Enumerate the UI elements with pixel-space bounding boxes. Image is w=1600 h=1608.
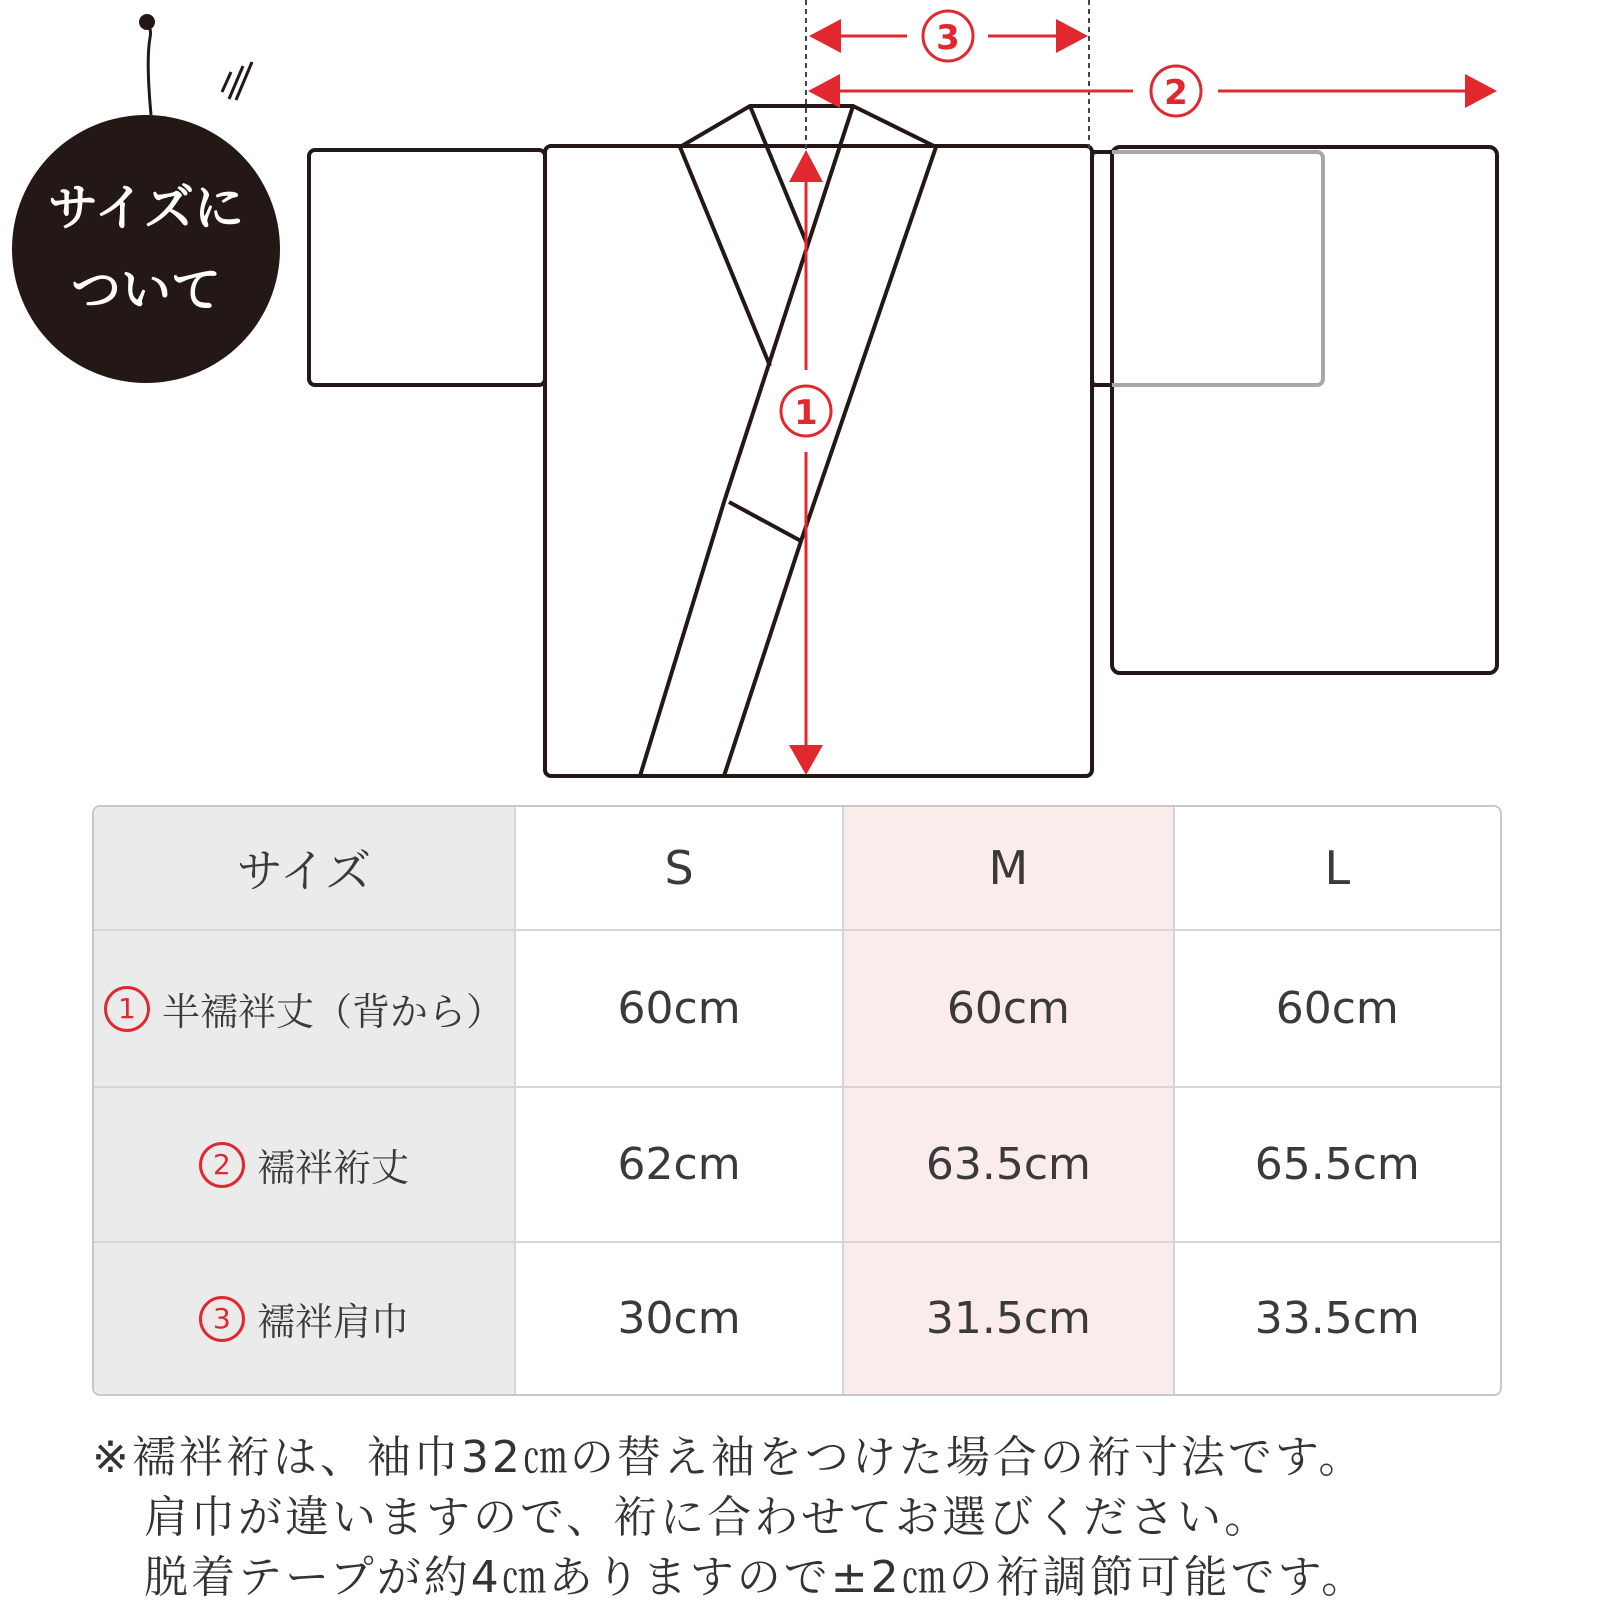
note-line-3: 脱着テープが約4㎝ありますので±2㎝の裄調節可能です。 (144, 1552, 1369, 1603)
table-row (94, 931, 1500, 1088)
cell-s: 30cm (516, 1243, 844, 1394)
row-number-badge: 1 (104, 986, 150, 1032)
marker-2-label: 2 (1164, 73, 1188, 113)
table-header-row (94, 807, 1500, 931)
cell-m: 31.5cm (844, 1243, 1174, 1394)
cell-s: 62cm (516, 1088, 844, 1243)
measure-arrow-2 (808, 66, 1497, 116)
left-sleeve (309, 150, 545, 385)
swing-marks-icon (222, 62, 252, 100)
badge-line-1: サイズに (48, 178, 244, 237)
garment-body (545, 146, 1092, 776)
row-label-text: 襦袢裄丈 (256, 1146, 409, 1190)
size-info-badge (12, 115, 280, 383)
row-number-badge: 3 (199, 1296, 245, 1342)
table-row (94, 1088, 1500, 1243)
header-m: M (844, 807, 1174, 931)
row-number-badge: 2 (199, 1142, 245, 1188)
note-line-1: ※襦袢裄は、袖巾32㎝の替え袖をつけた場合の裄寸法です。 (92, 1432, 1366, 1483)
size-table (92, 805, 1502, 1396)
size-notes (92, 1428, 1592, 1608)
row-label-text: 半襦袢丈（背から） (161, 990, 504, 1034)
row-label-yuki (94, 1088, 516, 1243)
marker-3-label: 3 (936, 18, 960, 58)
cell-m: 60cm (844, 931, 1174, 1088)
badge-line-2: ついて (71, 261, 221, 319)
marker-1-label: 1 (794, 393, 818, 433)
cell-s: 60cm (516, 931, 844, 1088)
measure-arrow-3 (809, 11, 1088, 61)
cell-l: 65.5cm (1175, 1088, 1500, 1243)
header-s: S (516, 807, 844, 931)
table-row (94, 1243, 1500, 1394)
row-label-length (94, 931, 516, 1088)
cell-l: 33.5cm (1254, 1293, 1420, 1344)
hanger-hook-icon (139, 14, 252, 115)
header-size: サイズ (94, 807, 516, 931)
right-sleeve-replacement (1112, 147, 1497, 673)
kimono-diagram (0, 0, 1600, 800)
header-l: L (1175, 807, 1500, 931)
note-line-2: 肩巾が違いますので、裄に合わせてお選びください。 (144, 1492, 1272, 1543)
cell-l: 60cm (1175, 931, 1500, 1088)
row-label-shoulder (94, 1243, 516, 1394)
row-label-text: 襦袢肩巾 (256, 1300, 409, 1344)
cell-m: 63.5cm (844, 1088, 1174, 1243)
